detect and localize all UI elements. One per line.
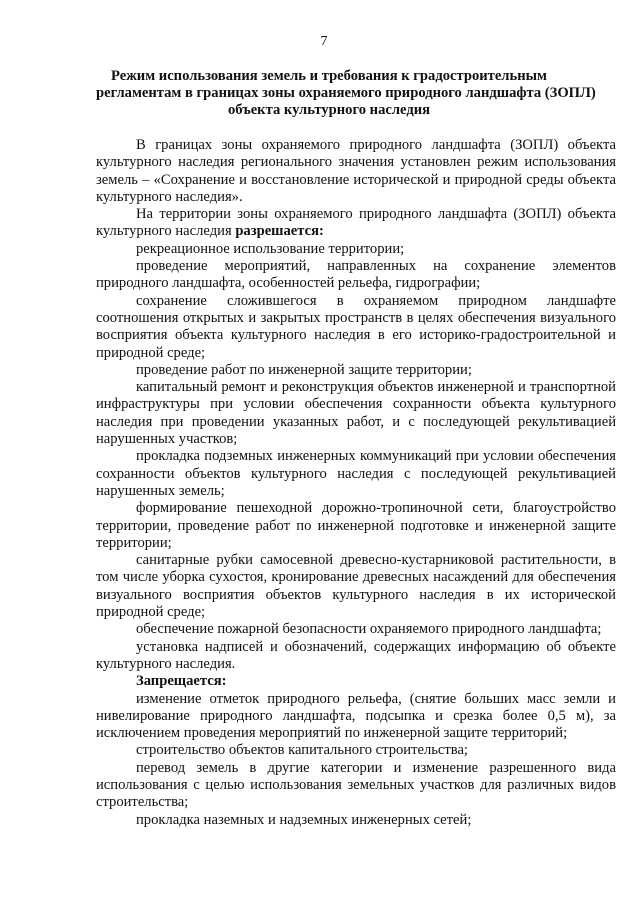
paragraph-allowed-intro [96, 206, 616, 241]
section-title-line-1: Режим использования земель и требования к градостроительным [111, 68, 547, 84]
list-item: перевод земель в другие категории и изменение разрешенного вида использования с целью использования земельных участков для различных видов строительства; [96, 759, 616, 811]
list-item: капитальный ремонт и реконструкция объектов инженерной и транспортной инфраструктуры при условии обеспечения сохранности объекта культурного наследия при проведении указанных работ, и с последующей рекультивацией нарушенных участков; [96, 379, 616, 448]
list-item: рекреационное использование территории; [136, 240, 405, 257]
document-body [96, 137, 616, 829]
list-item: строительство объектов капитального строительства; [136, 742, 468, 759]
list-item: установка надписей и обозначений, содержащих информацию об объекте культурного наследия. [96, 638, 616, 672]
list-item: проведение мероприятий, направленных на сохранение элементов природного ландшафта, особенностей рельефа, гидрографии; [96, 258, 616, 292]
allowed-label: разрешается: [235, 223, 324, 240]
section-title-line-2: регламентам в границах зоны охраняемого природного ландшафта (ЗОПЛ) [96, 85, 596, 101]
list-item: прокладка наземных и надземных инженерных сетей; [136, 811, 472, 828]
section-title-line-3: объекта культурного наследия [227, 102, 431, 118]
list-item: санитарные рубки самосевной древесно-кустарниковой растительности, в том числе уборка сухостоя, кронирование древесных насаждений для обеспечения визуального восприятия объектов культурного наследия в их исторической природной среде; [96, 552, 616, 621]
page-number: 7 [320, 34, 328, 49]
paragraph-allowed-intro-text: На территории зоны охраняемого природного ландшафта (ЗОПЛ) объекта культурного наследия [96, 206, 616, 240]
paragraph-intro: В границах зоны охраняемого природного ландшафта (ЗОПЛ) объекта культурного наследия регионального значения установлен режим использования земель – «Сохранение и восстановление исторической и природной среды объекта культурного наследия». [96, 137, 616, 205]
list-item: сохранение сложившегося в охраняемом природном ландшафте соотношения открытых и закрытых пространств в целях обеспечения визуального восприятия объекта культурного наследия в его историко-градостроительной и природной среде; [96, 292, 616, 361]
list-item: прокладка подземных инженерных коммуникаций при условии обеспечения сохранности объектов культурного наследия с последующей рекультивацией нарушенных земель; [96, 448, 616, 499]
list-item: изменение отметок природного рельефа, (снятие больших масс земли и нивелирование природного ландшафта, подсыпка и срезка более 0,5 м), за исключением проведения мероприятий по инженерной защите территорий; [96, 690, 616, 742]
section-title [96, 68, 596, 119]
forbidden-label: Запрещается: [136, 673, 227, 690]
list-item: формирование пешеходной дорожно-тропиночной сети, благоустройство территории, проведение работ по инженерной подготовке и инженерной защите территории; [96, 500, 616, 551]
list-item: проведение работ по инженерной защите территории; [136, 361, 472, 378]
list-item: обеспечение пожарной безопасности охраняемого природного ландшафта; [136, 621, 602, 638]
